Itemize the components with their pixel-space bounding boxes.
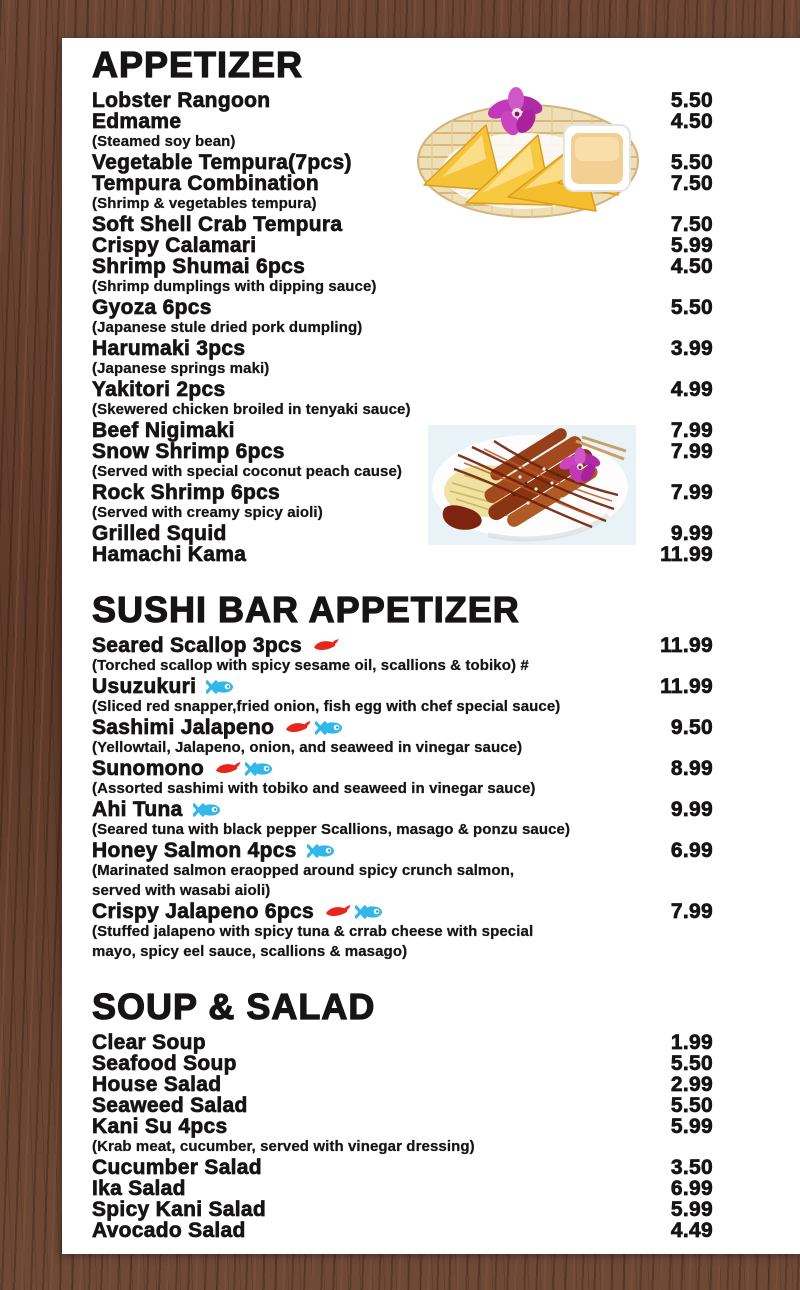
menu-item-row bbox=[92, 1199, 713, 1220]
menu-item-row bbox=[92, 173, 713, 194]
menu-item-row bbox=[92, 799, 713, 820]
menu-item-desc: (Japanese stule dried pork dumpling) bbox=[92, 319, 363, 336]
menu-item-name: Beef Nigimaki bbox=[92, 419, 235, 442]
menu-item-name: Ahi Tuna bbox=[92, 798, 183, 821]
menu-item-price: 7.50 bbox=[670, 213, 713, 236]
menu-section bbox=[92, 988, 713, 1241]
menu-item-name: Edmame bbox=[92, 110, 182, 133]
menu-item-row bbox=[92, 840, 713, 861]
item-icons bbox=[307, 843, 335, 859]
fish-icon bbox=[315, 720, 343, 736]
menu-item-name: Usuzukuri bbox=[92, 675, 197, 698]
menu-item-price: 5.50 bbox=[670, 296, 713, 319]
menu-item-name: Sunomono bbox=[92, 757, 205, 780]
chili-icon bbox=[324, 904, 351, 919]
menu-item-price: 9.99 bbox=[670, 522, 713, 545]
menu-item-price: 11.99 bbox=[660, 675, 713, 698]
menu-item-desc: (Marinated salmon eraopped around spicy crunch salmon, bbox=[92, 862, 515, 879]
chili-icon bbox=[284, 720, 311, 735]
menu-item-name: Avocado Salad bbox=[92, 1219, 246, 1242]
section-title: SUSHI BAR APPETIZER bbox=[92, 589, 520, 630]
fish-icon bbox=[193, 802, 221, 818]
menu-item-desc: (Shrimp dumplings with dipping sauce) bbox=[92, 278, 377, 295]
fish-icon bbox=[206, 679, 234, 695]
menu-item-row bbox=[92, 717, 713, 738]
menu-item-name: Shrimp Shumai 6pcs bbox=[92, 255, 306, 278]
menu-item-row bbox=[92, 256, 713, 277]
menu-item-name: Gyoza 6pcs bbox=[92, 296, 212, 319]
menu-item-row bbox=[92, 1053, 713, 1074]
menu-item-price: 5.50 bbox=[670, 1094, 713, 1117]
menu-item-desc: (Seared tuna with black pepper Scallions, masago & ponzu sauce) bbox=[92, 821, 571, 838]
menu-item-desc: served with wasabi aioli) bbox=[92, 882, 271, 899]
menu-item-price: 4.50 bbox=[670, 110, 713, 133]
menu-item-row bbox=[92, 297, 713, 318]
menu-item-price: 4.49 bbox=[670, 1219, 713, 1242]
menu-item-price: 6.99 bbox=[670, 839, 713, 862]
menu-item-name: Kani Su 4pcs bbox=[92, 1115, 228, 1138]
menu-item-name: Clear Soup bbox=[92, 1031, 206, 1054]
item-icons bbox=[312, 638, 339, 653]
menu-item-row bbox=[92, 111, 713, 132]
menu-page bbox=[62, 38, 800, 1254]
menu-item-name: Cucumber Salad bbox=[92, 1156, 262, 1179]
menu-item-price: 5.50 bbox=[670, 89, 713, 112]
menu-item-price: 5.99 bbox=[670, 234, 713, 257]
menu-item-price: 2.99 bbox=[670, 1073, 713, 1096]
menu-item-row bbox=[92, 901, 713, 922]
menu-item-row bbox=[92, 523, 713, 544]
menu-item-price: 11.99 bbox=[660, 543, 713, 566]
item-icons bbox=[206, 679, 234, 695]
menu-item-name: Honey Salmon 4pcs bbox=[92, 839, 297, 862]
fish-icon bbox=[245, 761, 273, 777]
menu-item-name: Ika Salad bbox=[92, 1177, 186, 1200]
fish-icon bbox=[307, 843, 335, 859]
menu-item-row bbox=[92, 214, 713, 235]
menu-item-name: Yakitori 2pcs bbox=[92, 378, 226, 401]
menu-item-name: Sashimi Jalapeno bbox=[92, 716, 275, 739]
menu-item-price: 7.99 bbox=[670, 440, 713, 463]
menu-item-name: Hamachi Kama bbox=[92, 543, 247, 566]
menu-item-name: Soft Shell Crab Tempura bbox=[92, 213, 343, 236]
menu-item-price: 7.99 bbox=[670, 419, 713, 442]
menu-item-desc: (Sliced red snapper,fried onion, fish egg with chef special sauce) bbox=[92, 698, 561, 715]
menu-item-row bbox=[92, 676, 713, 697]
menu-item-row bbox=[92, 635, 713, 656]
menu-item-row bbox=[92, 1074, 713, 1095]
menu-item-row bbox=[92, 1032, 713, 1053]
menu-item-price: 4.99 bbox=[670, 378, 713, 401]
item-icons bbox=[193, 802, 221, 818]
menu-item-price: 1.99 bbox=[670, 1031, 713, 1054]
menu-item-name: Seafood Soup bbox=[92, 1052, 237, 1075]
menu-item-name: House Salad bbox=[92, 1073, 222, 1096]
menu-sections bbox=[92, 46, 713, 1267]
menu-item-row bbox=[92, 420, 713, 441]
menu-item-name: Rock Shrimp 6pcs bbox=[92, 481, 281, 504]
section-title: SOUP & SALAD bbox=[92, 986, 376, 1027]
fish-icon bbox=[355, 904, 383, 920]
item-icons bbox=[324, 904, 383, 920]
menu-item-row bbox=[92, 544, 713, 565]
menu-item-row bbox=[92, 1220, 713, 1241]
item-icons bbox=[214, 761, 273, 777]
menu-item-desc: (Yellowtail, Jalapeno, onion, and seaweed in vinegar sauce) bbox=[92, 739, 523, 756]
menu-item-name: Snow Shrimp 6pcs bbox=[92, 440, 285, 463]
chili-icon bbox=[312, 638, 339, 653]
menu-item-desc: mayo, spicy eel sauce, scallions & masago) bbox=[92, 943, 408, 960]
menu-item-price: 6.99 bbox=[670, 1177, 713, 1200]
menu-item-desc: (Served with creamy spicy aioli) bbox=[92, 504, 323, 521]
menu-item-price: 7.99 bbox=[670, 481, 713, 504]
menu-item-row bbox=[92, 338, 713, 359]
menu-item-row bbox=[92, 1157, 713, 1178]
menu-item-price: 4.50 bbox=[670, 255, 713, 278]
menu-item-row bbox=[92, 1178, 713, 1199]
menu-item-name: Lobster Rangoon bbox=[92, 89, 271, 112]
menu-item-price: 9.50 bbox=[670, 716, 713, 739]
menu-item-row bbox=[92, 379, 713, 400]
menu-item-row bbox=[92, 90, 713, 111]
menu-section bbox=[92, 46, 713, 565]
menu-item-row bbox=[92, 1116, 713, 1137]
menu-item-desc: (Torched scallop with spicy sesame oil, scallions & tobiko) # bbox=[92, 657, 529, 674]
menu-item-desc: (Skewered chicken broiled in tenyaki sauce) bbox=[92, 401, 411, 418]
menu-item-name: Crispy Jalapeno 6pcs bbox=[92, 900, 314, 923]
menu-item-desc: (Shrimp & vegetables tempura) bbox=[92, 195, 317, 212]
menu-item-row bbox=[92, 1095, 713, 1116]
chili-icon bbox=[214, 761, 241, 776]
menu-item-price: 3.99 bbox=[670, 337, 713, 360]
menu-item-name: Tempura Combination bbox=[92, 172, 319, 195]
menu-item-row bbox=[92, 441, 713, 462]
menu-item-name: Grilled Squid bbox=[92, 522, 227, 545]
menu-item-price: 3.50 bbox=[670, 1156, 713, 1179]
menu-item-row bbox=[92, 235, 713, 256]
menu-item-price: 5.50 bbox=[670, 1052, 713, 1075]
menu-section bbox=[92, 591, 713, 962]
menu-item-price: 5.99 bbox=[670, 1198, 713, 1221]
section-title: APPETIZER bbox=[92, 44, 304, 85]
menu-item-price: 5.99 bbox=[670, 1115, 713, 1138]
menu-item-desc: (Stuffed jalapeno with spicy tuna & crrab cheese with special bbox=[92, 923, 534, 940]
menu-item-desc: (Krab meat, cucumber, served with vinegar dressing) bbox=[92, 1138, 475, 1155]
menu-item-price: 7.50 bbox=[670, 172, 713, 195]
menu-item-name: Vegetable Tempura(7pcs) bbox=[92, 151, 352, 174]
menu-item-desc: (Japanese springs maki) bbox=[92, 360, 270, 377]
menu-item-name: Seared Scallop 3pcs bbox=[92, 634, 302, 657]
menu-item-desc: (Served with special coconut peach cause) bbox=[92, 463, 403, 480]
menu-item-row bbox=[92, 482, 713, 503]
menu-item-price: 9.99 bbox=[670, 798, 713, 821]
menu-item-price: 7.99 bbox=[670, 900, 713, 923]
menu-item-name: Seaweed Salad bbox=[92, 1094, 248, 1117]
menu-item-desc: (Assorted sashimi with tobiko and seaweed in vinegar sauce) bbox=[92, 780, 536, 797]
menu-item-name: Spicy Kani Salad bbox=[92, 1198, 267, 1221]
menu-item-row bbox=[92, 152, 713, 173]
menu-item-name: Harumaki 3pcs bbox=[92, 337, 246, 360]
menu-item-price: 8.99 bbox=[670, 757, 713, 780]
menu-item-name: Crispy Calamari bbox=[92, 234, 257, 257]
item-icons bbox=[284, 720, 343, 736]
menu-item-price: 5.50 bbox=[670, 151, 713, 174]
menu-item-price: 11.99 bbox=[660, 634, 713, 657]
menu-item-row bbox=[92, 758, 713, 779]
menu-item-desc: (Steamed soy bean) bbox=[92, 133, 236, 150]
